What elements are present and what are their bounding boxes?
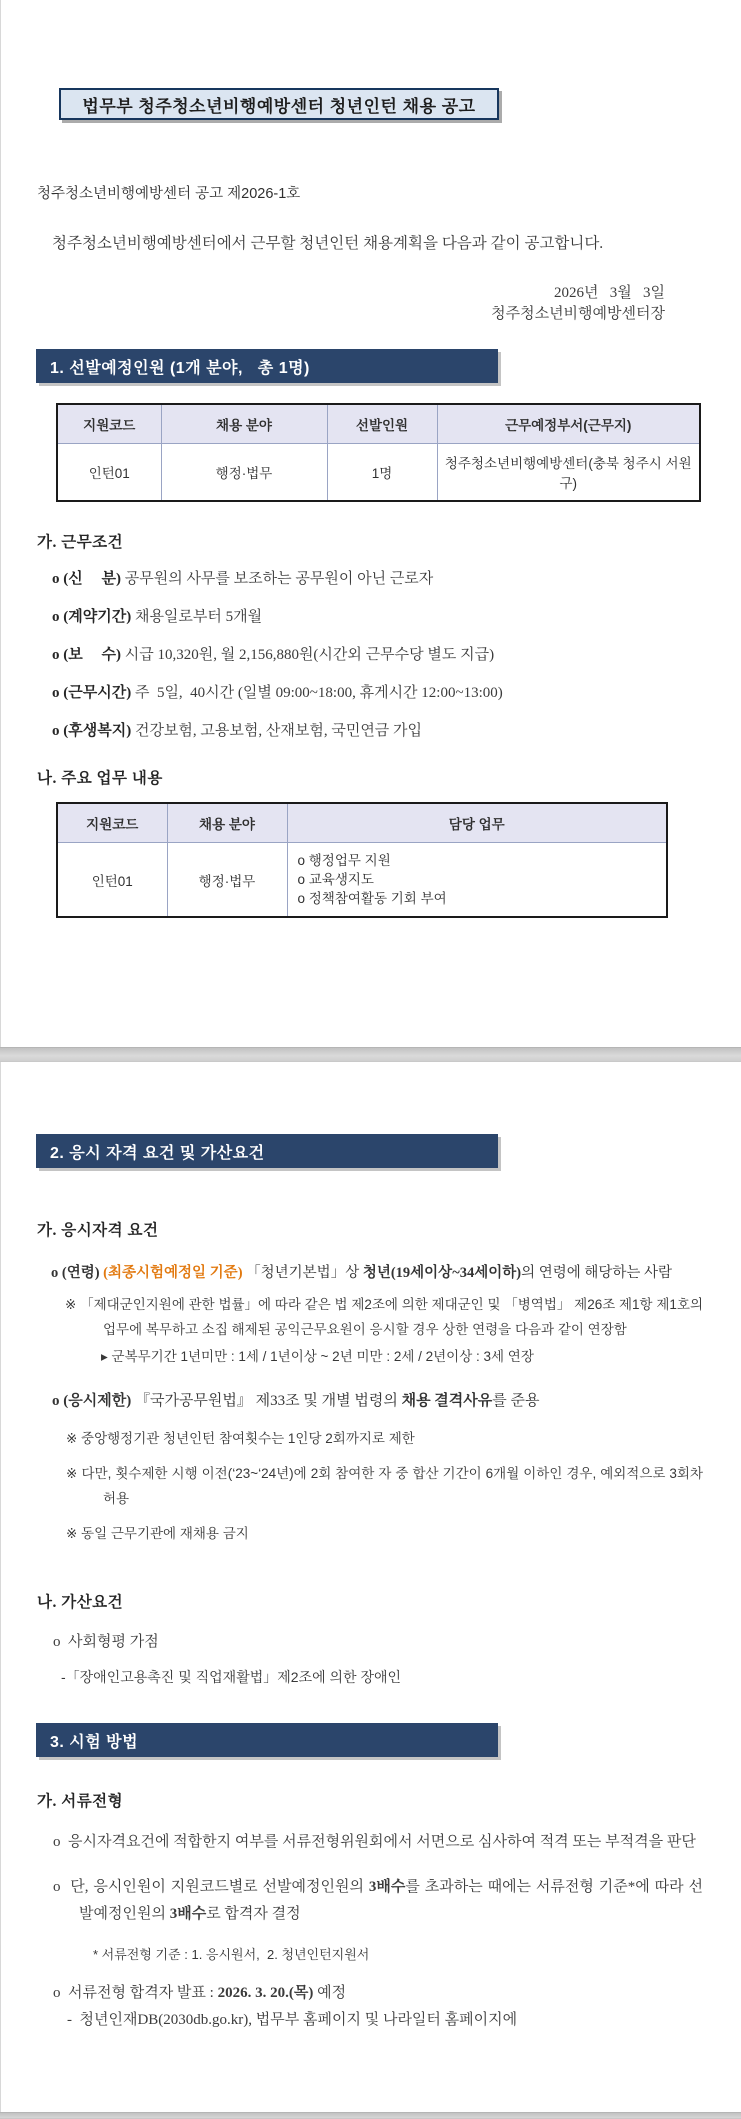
screening-result-detail: - 청년인재DB(2030db.go.kr), 법무부 홈페이지 및 나라일터 홈페이지에 — [67, 2012, 518, 2028]
document-title: 법무부 청주청소년비행예방센터 청년인턴 채용 공고 — [82, 96, 476, 116]
duties-title: 나. 주요 업무 내용 — [37, 770, 163, 787]
restriction-label: o (응시제한) — [52, 1393, 135, 1409]
cell-field: 행정·법무 — [161, 444, 327, 502]
bonus-title: 나. 가산요건 — [37, 1594, 124, 1611]
col-header-field: 채용 분야 — [167, 803, 287, 843]
work-conditions-title: 가. 근무조건 — [37, 534, 124, 551]
condition-item-hours: o (근무시간) 주 5일, 40시간 (일별 09:00~18:00, 휴게시간 12:00~13:00) — [52, 685, 503, 701]
qualification-age-item: o (연령) (최종시험예정일 기준) 「청년기본법」상 청년(19세이상~34세이하)의 연령에 해당하는 사람 — [51, 1265, 673, 1281]
screening-criteria-note: * 서류전형 기준 : 1. 응시원서, 2. 청년인턴지원서 — [93, 1947, 370, 1962]
signer: 청주청소년비행예방센터장 — [491, 306, 665, 322]
duties-table — [56, 802, 668, 918]
task-item: o 행정업무 지원 — [297, 853, 391, 868]
col-header-code: 지원코드 — [57, 803, 167, 843]
cell-field: 행정·법무 — [167, 843, 287, 918]
section-1-header: 1. 선발예정인원 (1개 분야, 총 1명) — [36, 349, 498, 383]
selection-table — [56, 403, 701, 502]
cell-dept: 청주청소년비행예방센터(충북 청주시 서원구) — [437, 444, 700, 502]
page-bottom-edge — [0, 2112, 741, 2119]
table-header-row — [57, 803, 667, 843]
table-header-row — [57, 404, 700, 444]
screening-item-1: o 응시자격요건에 적합한지 여부를 서류전형위원회에서 서면으로 심사하여 적격 또는 부적격을 판단 — [53, 1834, 696, 1850]
section-3-header: 3. 시험 방법 — [36, 1723, 498, 1757]
note-item: ※ 중앙행정기관 청년인턴 참여횟수는 1인당 2회까지로 제한 — [66, 1431, 415, 1446]
task-item: o 교육생지도 — [297, 872, 374, 887]
table-row — [57, 843, 667, 918]
military-service-note: ※ 「제대군인지원에 관한 법률」에 따라 같은 법 제2조에 의한 제대군인 및 「병역법」 제26조 제1항 제1호의 업무에 복무하고 소집 해제된 공익근무요원이 응시할 경우 상한 연령을 다음과 같이 연장함 — [65, 1297, 707, 1337]
page-break — [0, 1047, 741, 1062]
screening-item-2: o 단, 응시인원이 지원코드별로 선발예정인원의 3배수를 초과하는 때에는 서류전형 기준*에 따라 선발예정인원의 3배수로 합격자 결정 — [53, 1879, 703, 1922]
cell-count: 1명 — [327, 444, 437, 502]
cell-code: 인턴01 — [57, 843, 167, 918]
military-service-detail: ▸ 군복무기간 1년미만 : 1세 / 1년이상 ~ 2년 미만 : 2세 / 2년이상 : 3세 연장 — [101, 1349, 534, 1364]
col-header-dept: 근무예정부서(근무지) — [437, 404, 700, 444]
col-header-code: 지원코드 — [57, 404, 161, 444]
cell-code: 인턴01 — [57, 444, 161, 502]
age-label: o (연령) — [51, 1265, 104, 1281]
notice-number: 청주청소년비행예방센터 공고 제2026-1호 — [37, 186, 301, 202]
note-item: ※ 동일 근무기관에 재채용 금지 — [66, 1526, 249, 1541]
page-1 — [0, 0, 741, 1047]
qualification-restriction-item: o (응시제한) 『국가공무원법』 제33조 및 개별 법령의 채용 결격사유를 준용 — [52, 1393, 540, 1409]
bonus-item: o 사회형평 가점 — [53, 1634, 159, 1650]
qualification-title: 가. 응시자격 요건 — [37, 1222, 159, 1239]
col-header-count: 선발인원 — [327, 404, 437, 444]
table-row — [57, 444, 700, 502]
intro-paragraph: 청주청소년비행예방센터에서 근무할 청년인턴 채용계획을 다음과 같이 공고합니다. — [52, 235, 604, 252]
col-header-field: 채용 분야 — [161, 404, 327, 444]
screening-result-item: o 서류전형 합격자 발표 : 2026. 3. 20.(목) 예정 — [53, 1985, 347, 2001]
condition-item-status: o (신 분) 공무원의 사무를 보조하는 공무원이 아닌 근로자 — [52, 571, 434, 587]
note-item: ※ 다만, 횟수제한 시행 이전(‘23~‘24년)에 2회 참여한 자 중 합산 기간이 6개월 이하인 경우, 예외적으로 3회차 허용 — [66, 1466, 707, 1506]
cell-tasks — [287, 843, 667, 918]
col-header-tasks: 담당 업무 — [287, 803, 667, 843]
document-title-box — [59, 88, 499, 120]
condition-item-pay: o (보 수) 시급 10,320원, 월 2,156,880원(시간외 근무수당 별도 지급) — [52, 647, 495, 663]
condition-item-contract: o (계약기간) 채용일로부터 5개월 — [52, 609, 263, 625]
page-2 — [0, 1062, 741, 2112]
task-item: o 정책참여활동 기회 부여 — [297, 891, 447, 906]
section-2-header: 2. 응시 자격 요건 및 가산요건 — [36, 1134, 498, 1168]
date-signer-block — [37, 283, 703, 325]
bonus-detail: -「장애인고용촉진 및 직업재활법」제2조에 의한 장애인 — [61, 1669, 402, 1685]
age-highlight: (최종시험예정일 기준) — [103, 1265, 243, 1281]
announcement-date: 2026년 3월 3일 — [554, 285, 665, 301]
condition-item-welfare: o (후생복지) 건강보험, 고용보험, 산재보험, 국민연금 가입 — [52, 723, 423, 739]
screening-title: 가. 서류전형 — [37, 1793, 124, 1810]
